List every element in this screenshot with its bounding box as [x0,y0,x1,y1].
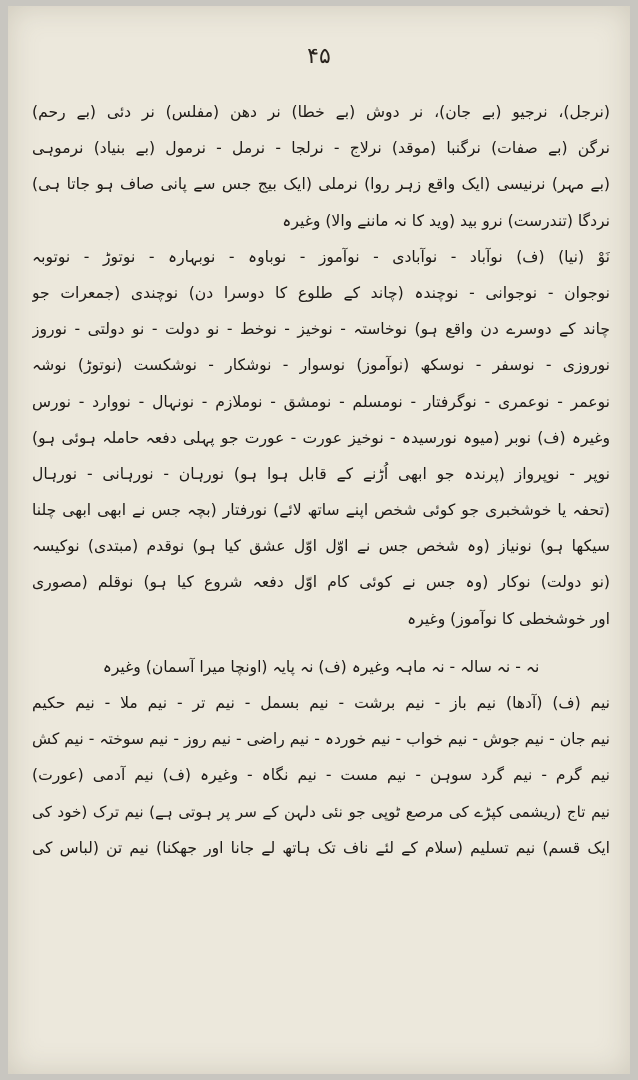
text-line: نیم (ف) (آدھا) نیم باز - نیم برشت - نیم بسمل - نیم تر - نیم ملا - نیم حکیم [32,694,610,712]
text-line: (تحفہ یا خوشخبری جو کوئی شخص اپنے ساتھ لائے) نورفتار (بچہ جس نے ابھی ابھی چلنا [32,501,610,520]
text-line: اور خوشخطی کا نوآموز) وغیرہ [407,609,610,628]
centered-entry-line: نہ - نہ سالہ - نہ ماہہ وغیرہ (ف) نہ پایہ (اونچا میرا آسمان) وغیرہ [102,657,540,676]
text-line: چاند کے دوسرے دن واقع ہو) نوخاستہ - نوخیز - نوخط - نو دولت - نو دولتی - نوروز [32,320,610,339]
text-line: نوپر - نوپرواز (پرندہ جو ابھی اُڑنے کے قابل ہوا ہو) نورہان - نورہانی - نورہال [32,464,610,483]
paragraph-spacer [32,637,610,649]
page-body [32,94,610,866]
text-line: (بے مہر) نرنیسی (ایک واقع زہر روا) نرملی (ایک بیج جس سے پانی صاف ہو جاتا ہی) [32,175,610,194]
book-page [8,6,630,1074]
page-number: ۴۵ [307,44,331,69]
text-line: نرگن (بے صفات) نرگنبا (موقد) نرلاج - نرلجا - نرمل - نرمول (بے بنیاد) نرموہی [32,139,610,158]
text-line: (نو دولت) نوکار (وہ جس نے کوئی کام اوّل دفعہ شروع کیا ہو) نوقلم (مصوری [32,573,610,592]
text-line: نیم گرم - نیم گرد سوہن - نیم مست - نیم نگاہ - وغیرہ (ف) نیم آدمی (عورت) [32,766,610,785]
text-line: نوروزی - نوسفر - نوسکھ (نوآموز) نوسوار - نوشکار - نوشکست (نوتوڑ) نوشہ [32,356,610,375]
text-line: نوعمر - نوعمری - نوگرفتار - نومسلم - نومشق - نوملازم - نونہال - نووارد - نورس [32,392,610,411]
text-line: (نرجل)، نرجیو (بے جان)، نر دوش (بے خطا) نر دھن (مفلس) نر دئی (بے رحم) [32,103,610,121]
text-line: ایک قسم) نیم تسلیم (سلام کے لئے ناف تک ہاتھ لے جانا اور جھکنا) نیم تن (لباس کی [32,838,610,857]
text-line: نوجوان - نوجوانی - نوچندہ (چاند کے طلوع کا دوسرا دن) نوچندی (جمعرات جو [32,283,610,302]
text-line: نردگا (تندرست) نرو بید (وید کا نہ ماننے والا) وغیرہ [282,211,610,230]
text-line: نیم تاج (ریشمی کپڑے کی مرصع ٹوپی جو نئی دلہن کے سر پر ہوتی ہے) نیم ترک (خود کی [32,802,610,821]
text-line: نیم جان - نیم جوش - نیم خواب - نیم خوردہ - نیم راضی - نیم روز - نیم سوختہ - نیم کش [32,730,610,749]
text-line: نَوْ (نیا) (ف) نوآباد - نوآبادی - نوآموز - نوباوہ - نوبہارہ - نوتوڑ - نوتوبہ [32,247,610,266]
text-line: وغیرہ (ف) نوبر (میوہ نورسیدہ - نوخیز عورت - عورت جو پہلی دفعہ حاملہ ہوئی ہو) [32,428,610,447]
text-line: سیکھا ہو) نونیاز (وہ شخص جس نے اوّل اوّل عشق کیا ہو) نوقدم (مبتدی) نوکیسہ [32,537,610,556]
